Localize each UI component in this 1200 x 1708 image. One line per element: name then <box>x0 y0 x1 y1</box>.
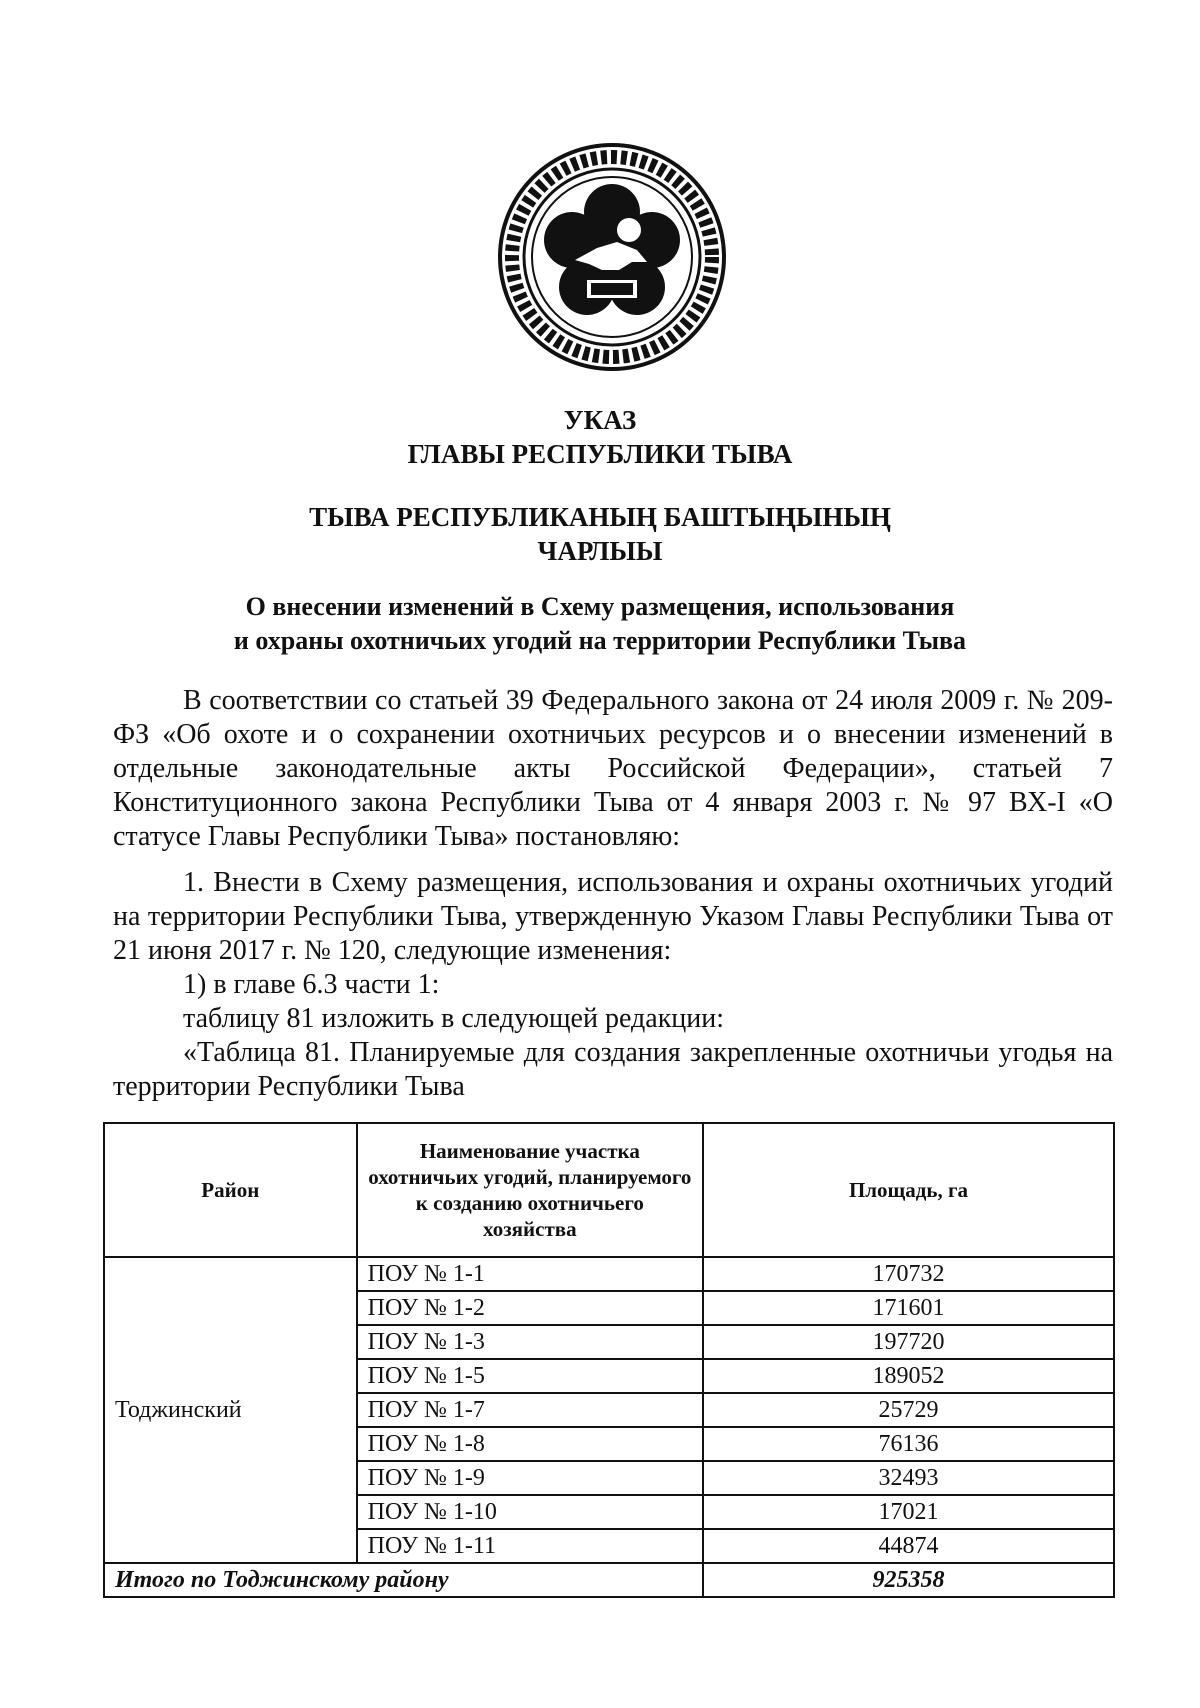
hunting-grounds-table <box>103 1122 1115 1598</box>
plot-name-cell: ПОУ № 1-7 <box>357 1393 703 1427</box>
table-total-row <box>104 1563 1114 1597</box>
decree-title-line-1: О внесении изменений в Схему размещения, использования <box>245 592 955 621</box>
plot-name-cell: ПОУ № 1-2 <box>357 1291 703 1325</box>
header-area: Площадь, га <box>703 1123 1114 1257</box>
total-value: 925358 <box>703 1563 1114 1597</box>
area-cell: 189052 <box>703 1359 1114 1393</box>
area-cell: 170732 <box>703 1257 1114 1291</box>
area-cell: 32493 <box>703 1461 1114 1495</box>
decree-authority: ГЛАВЫ РЕСПУБЛИКИ ТЫВА <box>407 439 793 469</box>
decree-word-tuvan: ЧАРЛЫЫ <box>537 536 663 566</box>
table-row <box>104 1257 1114 1291</box>
header-district: Район <box>104 1123 357 1257</box>
table-header-row <box>104 1123 1114 1257</box>
area-cell: 25729 <box>703 1393 1114 1427</box>
table-caption: «Таблица 81. Планируемые для создания закрепленные охотничьи угодья на территории Республики Тыва <box>113 1037 1113 1102</box>
clause-1-sub-1: 1) в главе 6.3 части 1: <box>183 969 440 1000</box>
area-cell: 76136 <box>703 1427 1114 1461</box>
plot-name-cell: ПОУ № 1-11 <box>357 1529 703 1563</box>
decree-title-line-2: и охраны охотничьих угодий на территории Республики Тыва <box>233 626 967 655</box>
header-plot-name: Наименование участка охотничьих угодий, планируемого к созданию охотничьего хозяйства <box>357 1123 703 1257</box>
area-cell: 171601 <box>703 1291 1114 1325</box>
decree-title <box>0 590 1200 658</box>
decree-clauses <box>113 866 1113 1104</box>
plot-name-cell: ПОУ № 1-3 <box>357 1325 703 1359</box>
plot-name-cell: ПОУ № 1-9 <box>357 1461 703 1495</box>
clause-table-instruction: таблицу 81 изложить в следующей редакции: <box>183 1003 725 1034</box>
plot-name-cell: ПОУ № 1-1 <box>357 1257 703 1291</box>
plot-name-cell: ПОУ № 1-8 <box>357 1427 703 1461</box>
decree-word: УКАЗ <box>563 405 637 435</box>
decree-heading-tuvan <box>0 500 1200 568</box>
decree-authority-tuvan: ТЫВА РЕСПУБЛИКАНЫҢ БАШТЫҢЫНЫҢ <box>309 502 891 532</box>
area-cell: 197720 <box>703 1325 1114 1359</box>
area-cell: 17021 <box>703 1495 1114 1529</box>
area-cell: 44874 <box>703 1529 1114 1563</box>
plot-name-cell: ПОУ № 1-10 <box>357 1495 703 1529</box>
plot-name-cell: ПОУ № 1-5 <box>357 1359 703 1393</box>
clause-1: 1. Внести в Схему размещения, использования и охраны охотничьих угодий на территории Республики Тыва, утвержденную Указом Главы Республики Тыва от 21 июня 2017 г. № 120, следующие изменения: <box>113 867 1113 966</box>
decree-heading <box>0 403 1200 471</box>
preamble-paragraph: В соответствии со статьей 39 Федерального закона от 24 июля 2009 г. № 209-ФЗ «Об охоте и о сохранении охотничьих ресурсов и о внесении изменений в отдельные законодательные акты Российской Федерации», статьей 7 Конституционного закона Республики Тыва от 4 января 2003 г. № 97 ВХ-I «О статусе Главы Республики Тыва» постановляю: <box>113 685 1113 852</box>
total-label: Итого по Тоджинскому району <box>104 1563 703 1597</box>
district-cell: Тоджинский <box>104 1257 357 1563</box>
tuva-coat-of-arms-icon <box>497 142 727 372</box>
